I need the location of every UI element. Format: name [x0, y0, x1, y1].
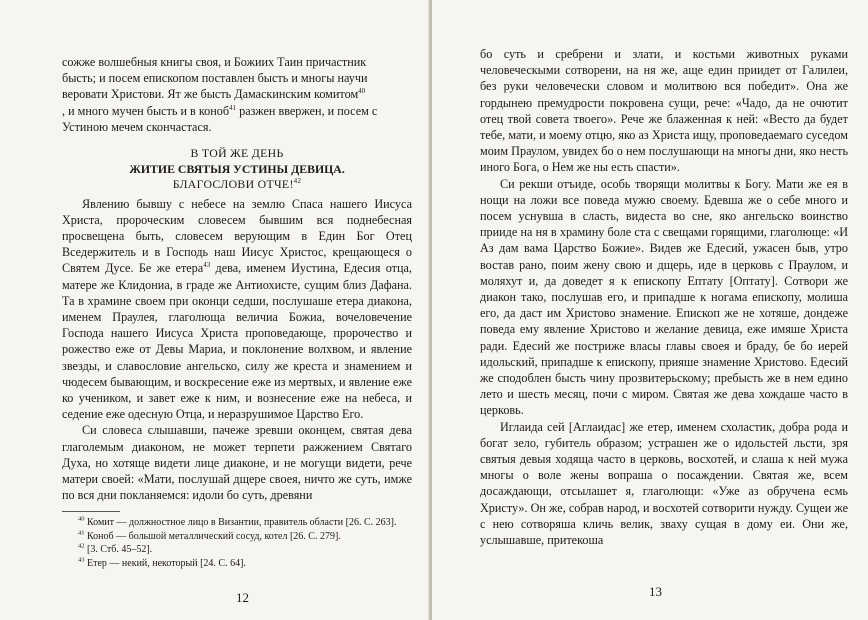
footnote	[62, 530, 412, 543]
text-line: Устиною мечем скончастася.	[62, 119, 212, 134]
paragraph: бо суть и сребрени и злати, и костьми животных руками человеческыми сотворени, на ня же, аще един приидет от Галилеи, без руки человечески словом и молитвою вся победит». Она же гордынею премудрости покровена сущи, рече: «Чадо, да не очютит отец твой совета твоего». Рече же блаженная к ней: «Весто да будет тебе, мати, и моему отцю, яко аз Христа ищу, проповедаемаго суседом моим Праулом, увидех бо о нем послушающи на многы дни, яко несть иного Бога, о Нем же ны есть спасти».	[480, 47, 848, 175]
footnote-ref: 42	[293, 177, 302, 186]
footnote-number: 41	[78, 529, 85, 537]
footnote-separator	[62, 511, 120, 512]
footnote-text: Коноб — большой металлический сосуд, котел [26. С. 279].	[87, 530, 341, 542]
heading-title: ЖИТИЕ СВЯТЫЯ УСТИНЫ ДЕВИЦА.	[129, 161, 345, 176]
continuation-paragraph	[62, 54, 412, 135]
footnotes	[62, 516, 412, 570]
text-line: бысть; и посем епископом поставлен бысть и многы научи	[62, 71, 368, 86]
left-page	[0, 0, 430, 620]
paragraph: Си рекши отъиде, особь творящи молитвы к Богу. Мати же ея в нощи на ложи все поведа мужю своему. Бдевша же о себе много и посем уснувша в сласть, видеста во сне, яко ангельско воинство прииде на ня в храмину боле ста с свещами горящими, глаголюще: «И Аз дам вама Царство Божие». Видев же Едесий, ужасен быв, утро востав рано, поим жену свою и дщерь, иде в церковь с Праулом, и моляхут и, да доведет я к епископу Ептату [Оптату]. Сотвори же диакон тако, послушав его, и припадше к ногама епископу, молиша его, да даст им Христово знамение. Епископ же не хотяше, дондеже поведа ему явление Христово и желание девица, еже имяше Христа ради. Едесий же постриже власы главы своея и браду, бе бо иерей идольский, припадше к епископу, прияше знамение Христово. Едесий же сподоблен бысть чину прозвитерьскому; пребысть же в нем едино лето и шесть месяц, почи с миром. Святая же дева хождаше часто в церковь.	[480, 176, 848, 418]
footnote	[62, 557, 412, 570]
right-page	[432, 0, 868, 620]
paragraph: Иглаида сей [Аглаидас] же етер, именем схоластик, добра рода и богат зело, губитель образом; устрашен же о идольстей льсти, зря святыя девыя ходяща часто в церковь, восхотей, и слаша к ней мужа многы о воле жены вопраша о посаждении. Святая же, всем досаждающи, отсылашет я, глаголющи: «Уже аз обручена есмь Христу». Он же, собрав народ, и восхотей сотворити нужду. Сущеи же с нею сотворяша кличь велик, зваху сущая в дому еи. Они же, услышавше, притекоша	[480, 419, 848, 548]
footnote-number: 42	[78, 542, 85, 550]
footnote-number: 43	[78, 556, 85, 564]
footnote-text: [3. Стб. 45–52].	[87, 544, 153, 556]
paragraph	[62, 196, 412, 423]
footnote-number: 40	[78, 516, 85, 524]
paragraph-text: дева, именем Иустина, Едесия отца, матере же Клидониа, в граде же Антиохисте, сущим близ Дафана. Та в храмине своем при оконци седши, послушаше етера диакона, именем Праулея, глаголюща величиа Божиа, вочеловечение Господа нашего Иисуса Христа проповедающе, пророчество и рожество еже от Девы Мариа, и поклонение волхвом, и явление звезды, и славословие ангельско, силу же креста и знамением и чюдесем бывающим, и воскресение еже из мертвых, и явление еже ко учеником, и завет еже к ним, и вознесение еже на небеса, и седение еже одесную Отца, и неразрушимое Царство Его.	[62, 261, 412, 422]
paragraph: Си словеса слышавши, пачеже зревши оконцем, святая дева глаголемым диаконом, не может терпети ражжением Святаго Духа, но хотяще видети лице диаконе, и не могущи видети, рече матери своей: «Мати, послушай дщере своея, ничто же суть, имже по вся дни покланяемся: идоли бо суть, древяни	[62, 423, 412, 503]
text-line: разжен ввержен, и посем с	[236, 103, 378, 118]
page-number: 12	[236, 590, 249, 605]
footnote-ref: 43	[203, 261, 211, 270]
footnote-text: Комит — должностное лицо в Византии, правитель области [26. С. 263].	[87, 517, 397, 529]
footnote-ref: 40	[358, 87, 366, 96]
footnote	[62, 543, 412, 556]
heading-bless-text: БЛАГОСЛОВИ ОТЧЕ!	[172, 177, 294, 192]
section-heading	[62, 146, 412, 193]
text-line: сожже волшебныя книгы своя, и Божиих Таин причастник	[62, 55, 367, 69]
paragraph-text: Явлению бывшу с небесе на землю Спаса нашего Иисуса Христа, пророческим словесем бывшим вся поднебесная просвещена быть, словесем верующим в Един Бог Отец Вседержитель и в Господь наш Иисус Христос, крещающеся о Святем Дусе. Бе же етера	[62, 196, 412, 276]
heading-day: В ТОЙ ЖЕ ДЕНЬ	[190, 146, 284, 161]
heading-bless	[62, 177, 412, 193]
page-number: 13	[649, 584, 662, 599]
footnote-ref: 41	[229, 103, 237, 112]
text-line: веровати Христови. Ят же бысть Дамаскинским комитом	[62, 87, 359, 102]
footnote-text: Етер — некий, некоторый [24. С. 64].	[87, 557, 246, 569]
text-line: , и много мучен бысть и в коноб	[62, 103, 230, 118]
footnote	[62, 516, 412, 529]
